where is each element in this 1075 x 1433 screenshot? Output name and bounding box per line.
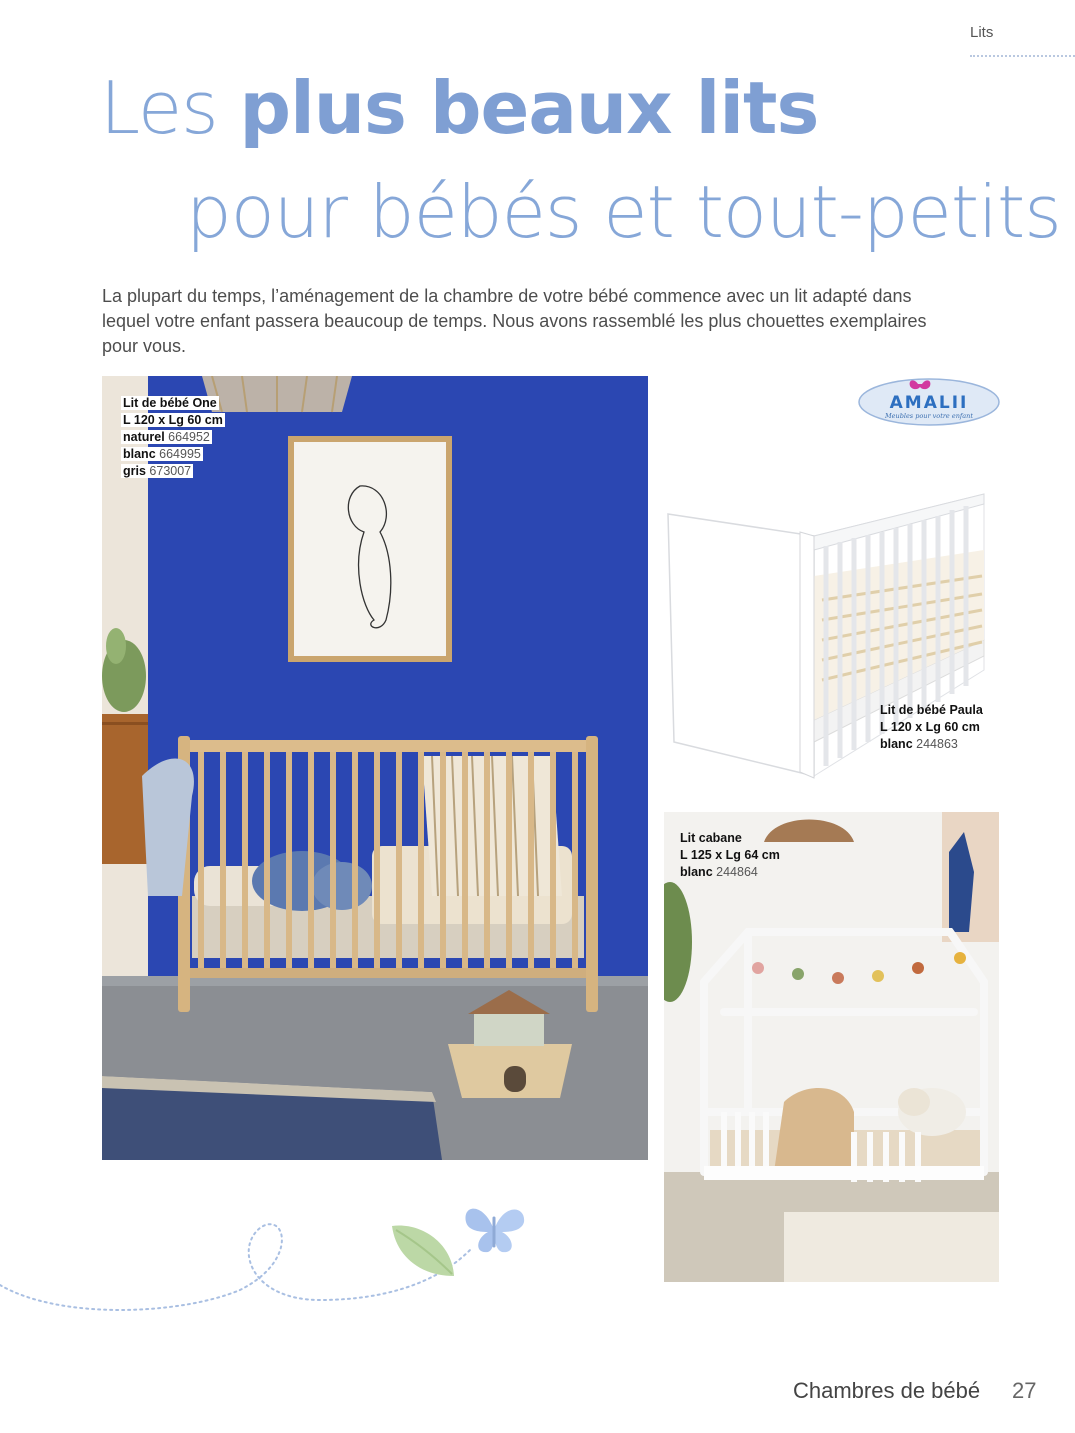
variant-color: blanc bbox=[880, 737, 913, 751]
caption-lit-cabane bbox=[680, 830, 780, 881]
product-size: L 120 x Lg 60 cm bbox=[123, 413, 223, 427]
variant-color: naturel bbox=[123, 430, 165, 444]
title-regular: Les bbox=[100, 66, 240, 150]
title-bold: plus beaux lits bbox=[239, 66, 819, 150]
section-tag: Lits bbox=[970, 24, 1075, 57]
variant-code: 244863 bbox=[916, 737, 958, 751]
page-title-line-2: pour bébés et tout-petits bbox=[186, 170, 1061, 254]
caption-lit-one bbox=[121, 395, 225, 480]
photo-lit-cabane bbox=[664, 812, 999, 1282]
product-name: Lit de bébé One bbox=[123, 396, 217, 410]
leaf-icon bbox=[390, 1222, 460, 1282]
page-title-line-1 bbox=[100, 66, 819, 150]
product-name: Lit de bébé Paula bbox=[880, 703, 983, 717]
product-name: Lit cabane bbox=[680, 831, 742, 845]
variant-color: blanc bbox=[123, 447, 156, 461]
brand-logo-text: AMALII bbox=[889, 393, 969, 413]
lit-cabane-illustration bbox=[664, 812, 999, 1282]
butterfly-icon bbox=[460, 1200, 530, 1260]
page-number: 27 bbox=[1012, 1378, 1037, 1403]
caption-lit-paula bbox=[880, 702, 983, 753]
photo-lit-one bbox=[102, 376, 648, 1160]
variant-code: 673007 bbox=[149, 464, 192, 478]
product-size: L 125 x Lg 64 cm bbox=[680, 848, 780, 862]
footer-label: Chambres de bébé bbox=[793, 1378, 981, 1403]
product-size: L 120 x Lg 60 cm bbox=[880, 720, 980, 734]
variant-code: 664952 bbox=[168, 430, 210, 444]
variant-code: 244864 bbox=[716, 865, 758, 879]
variant-code: 664995 bbox=[159, 447, 201, 461]
lit-one-illustration bbox=[102, 376, 648, 1160]
brand-logo bbox=[858, 378, 1000, 426]
variant-color: blanc bbox=[680, 865, 713, 879]
brand-tagline: Meubles pour votre enfant bbox=[885, 412, 973, 420]
intro-paragraph: La plupart du temps, l’aménagement de la chambre de votre bébé commence avec un lit adapté dans lequel votre enfant passera beaucoup de temps. Nous avons rassemblé les plus chouettes exemplaires pour vous. bbox=[102, 286, 927, 356]
variant-color: gris bbox=[123, 464, 146, 478]
